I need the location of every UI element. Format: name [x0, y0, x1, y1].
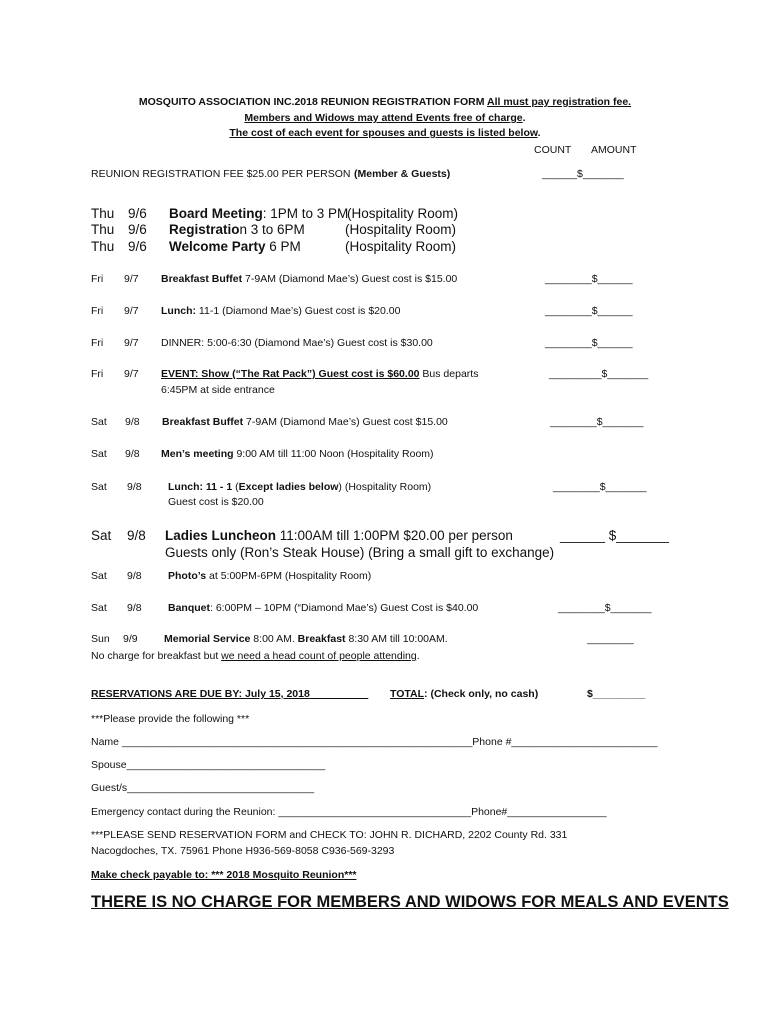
sat-banquet-blank[interactable]: ________$_______ — [558, 602, 652, 614]
sat-photos-row — [91, 570, 372, 582]
thu-event-row — [91, 239, 457, 254]
event-date: 9/6 — [128, 222, 147, 237]
sun-memorial-row — [91, 633, 448, 645]
count-column-header: COUNT — [534, 144, 572, 156]
event-detail: DINNER: 5:00-6:30 (Diamond Mae’s) Guest cost is $30.00 — [161, 337, 433, 349]
event-detail: 11:00AM till 1:00PM $20.00 per person — [276, 528, 513, 543]
event-detail: 7-9AM (Diamond Mae’s) Guest cost is $15.00 — [242, 273, 458, 285]
sat-lunch-blank[interactable]: ________$_______ — [553, 481, 647, 493]
event-detail: Bus departs — [419, 368, 479, 380]
event-date: 9/8 — [127, 602, 142, 614]
event-paren: ( — [235, 481, 239, 493]
guests-field[interactable]: Guest/s________________________________ — [91, 782, 315, 794]
event-detail: ) (Hospitality Room) — [338, 481, 432, 493]
event-time: 6 PM — [265, 239, 301, 254]
event-day: Sat — [91, 570, 107, 582]
header-line-2-text: Members and Widows may attend Events free of charge — [244, 112, 523, 124]
event-date: 9/8 — [127, 528, 146, 543]
event-name: Photo’s — [168, 570, 207, 582]
send-to-line2: Nacogdoches, TX. 75961 Phone H936-569-8058 C936-569-3293 — [91, 845, 395, 857]
event-detail: : 6:00PM – 10PM (“Diamond Mae’s) Guest Cost is $40.00 — [210, 602, 479, 614]
amount-column-header: AMOUNT — [591, 144, 637, 156]
event-name: Registratio — [169, 222, 240, 237]
event-detail: 7-9AM (Diamond Mae’s) Guest cost $15.00 — [243, 416, 448, 428]
event-time: n 3 to 6PM — [239, 222, 305, 237]
event-day: Sat — [91, 602, 107, 614]
fri-show-blank[interactable]: _________$_______ — [549, 368, 649, 380]
total-blank[interactable]: $_________ — [587, 688, 646, 700]
event-name: Breakfast Buffet — [161, 273, 243, 285]
header-line-3: The cost of each event for spouses and guests is listed below. — [229, 127, 541, 139]
event-date: 9/8 — [127, 570, 142, 582]
emergency-contact-field[interactable]: Emergency contact during the Reunion: _________________________________Phone#_________________ — [91, 806, 607, 818]
event-date: 9/8 — [125, 416, 140, 428]
thu-event-row — [91, 206, 459, 221]
sun-memorial-line2 — [91, 650, 420, 662]
event-day: Thu — [91, 206, 115, 221]
event-name: Breakfast Buffet — [162, 416, 244, 428]
header-line-3-text: The cost of each event for spouses and guests is listed below — [229, 127, 538, 139]
form-title — [0, 96, 770, 108]
event-day: Thu — [91, 222, 115, 237]
sat-breakfast-row — [91, 416, 448, 428]
no-charge-footer: THERE IS NO CHARGE FOR MEMBERS AND WIDOWS FOR MEALS AND EVENTS — [91, 893, 729, 911]
reservations-due — [91, 688, 368, 700]
event-place: (Hospitality Room) — [347, 206, 459, 221]
form-title-plain: MOSQUITO ASSOCIATION INC.2018 REUNION REGISTRATION FORM — [138, 96, 485, 108]
event-name: Men’s meeting — [161, 448, 234, 460]
sat-lunch-row — [91, 481, 432, 493]
fri-dinner-row — [91, 337, 433, 349]
event-detail: 8:30 AM till 10:00AM. — [345, 633, 448, 645]
event-detail: 11-1 (Diamond Mae’s) Guest cost is $20.00 — [196, 305, 401, 317]
thu-event-row — [91, 222, 457, 237]
no-charge-note: No charge for breakfast but — [91, 650, 222, 662]
event-date: 9/8 — [125, 448, 140, 460]
event-name: Board Meeting — [169, 206, 263, 221]
event-day: Thu — [91, 239, 115, 254]
sat-banquet-row — [91, 602, 479, 614]
event-name: Memorial Service — [164, 633, 251, 645]
event-name: Banquet — [168, 602, 210, 614]
sat-lunch-line2: Guest cost is $20.00 — [168, 496, 264, 508]
event-name: EVENT: Show (“The Rat Pack”) Guest cost is $60.00 — [161, 368, 420, 380]
event-time: : 1PM to 3 PM — [262, 206, 349, 221]
registration-fee-note: (Member & Guests) — [354, 168, 451, 180]
event-day: Fri — [91, 337, 104, 349]
name-phone-field[interactable]: Name ____________________________________________________________Phone #_________________________ — [91, 736, 658, 748]
event-day: Sat — [91, 448, 107, 460]
reservations-due-text: RESERVATIONS ARE DUE BY: July 15, 2018 — [91, 688, 310, 700]
event-breakfast: Breakfast — [297, 633, 346, 645]
send-to-line1: ***PLEASE SEND RESERVATION FORM and CHECK TO: JOHN R. DICHARD, 2202 County Rd. 331 — [91, 829, 568, 841]
reservations-due-blank: __________ — [309, 688, 369, 700]
event-date: 9/7 — [124, 305, 139, 317]
event-detail: 9:00 AM till 11:00 Noon (Hospitality Room) — [233, 448, 434, 460]
sat-breakfast-blank[interactable]: ________$_______ — [550, 416, 644, 428]
check-payable: Make check payable to: *** 2018 Mosquito Reunion*** — [91, 869, 357, 881]
sat-ladies-luncheon-line2: Guests only (Ron’s Steak House) (Bring a small gift to exchange) — [165, 545, 555, 560]
fri-lunch-blank[interactable]: ________$______ — [545, 305, 633, 317]
event-name: Lunch: — [161, 305, 196, 317]
sun-memorial-blank[interactable]: ________ — [587, 633, 634, 645]
fri-dinner-blank[interactable]: ________$______ — [545, 337, 633, 349]
event-day: Sat — [91, 416, 107, 428]
event-day: Sat — [91, 528, 112, 543]
form-title-underlined: All must pay registration fee. — [486, 96, 632, 108]
event-name: Welcome Party — [169, 239, 266, 254]
spouse-field[interactable]: Spouse__________________________________ — [91, 759, 326, 771]
head-count-note: we need a head count of people attending — [221, 650, 417, 662]
event-time: 8:00 AM. — [250, 633, 298, 645]
event-date: 9/8 — [127, 481, 142, 493]
fri-lunch-row — [91, 305, 401, 317]
fri-breakfast-row — [91, 273, 458, 285]
event-place: (Hospitality Room) — [345, 239, 457, 254]
total-label — [390, 688, 538, 700]
total-note: : (Check only, no cash) — [424, 688, 539, 700]
event-date: 9/6 — [128, 239, 147, 254]
event-date: 9/9 — [123, 633, 138, 645]
event-name: Lunch: 11 - 1 — [168, 481, 236, 493]
registration-fee-blank[interactable]: ______$_______ — [542, 168, 624, 180]
sat-ladies-luncheon-blank[interactable]: ______ $_______ — [560, 528, 669, 543]
fri-show-line2: 6:45PM at side entrance — [161, 384, 275, 396]
event-date: 9/7 — [124, 273, 139, 285]
event-date: 9/7 — [124, 337, 139, 349]
event-day: Fri — [91, 273, 104, 285]
event-exception: Except ladies below — [238, 481, 339, 493]
sat-ladies-luncheon-row — [91, 528, 513, 543]
header-line-2: Members and Widows may attend Events free of charge. — [244, 112, 526, 124]
period: . — [416, 650, 420, 662]
sat-mens-meeting-row — [91, 448, 434, 460]
event-day: Fri — [91, 305, 104, 317]
fri-breakfast-blank[interactable]: ________$______ — [545, 273, 633, 285]
event-name: Ladies Luncheon — [165, 528, 277, 543]
event-place: (Hospitality Room) — [345, 222, 457, 237]
registration-fee-label: REUNION REGISTRATION FEE $25.00 PER PERSON — [91, 168, 351, 180]
total-word: TOTAL — [390, 688, 425, 700]
event-date: 9/7 — [124, 368, 139, 380]
event-day: Sat — [91, 481, 107, 493]
event-day: Fri — [91, 368, 104, 380]
provide-following: ***Please provide the following *** — [91, 713, 250, 725]
event-date: 9/6 — [128, 206, 147, 221]
event-day: Sun — [91, 633, 110, 645]
fri-show-row — [91, 368, 479, 380]
event-detail: at 5:00PM-6PM (Hospitality Room) — [206, 570, 372, 582]
